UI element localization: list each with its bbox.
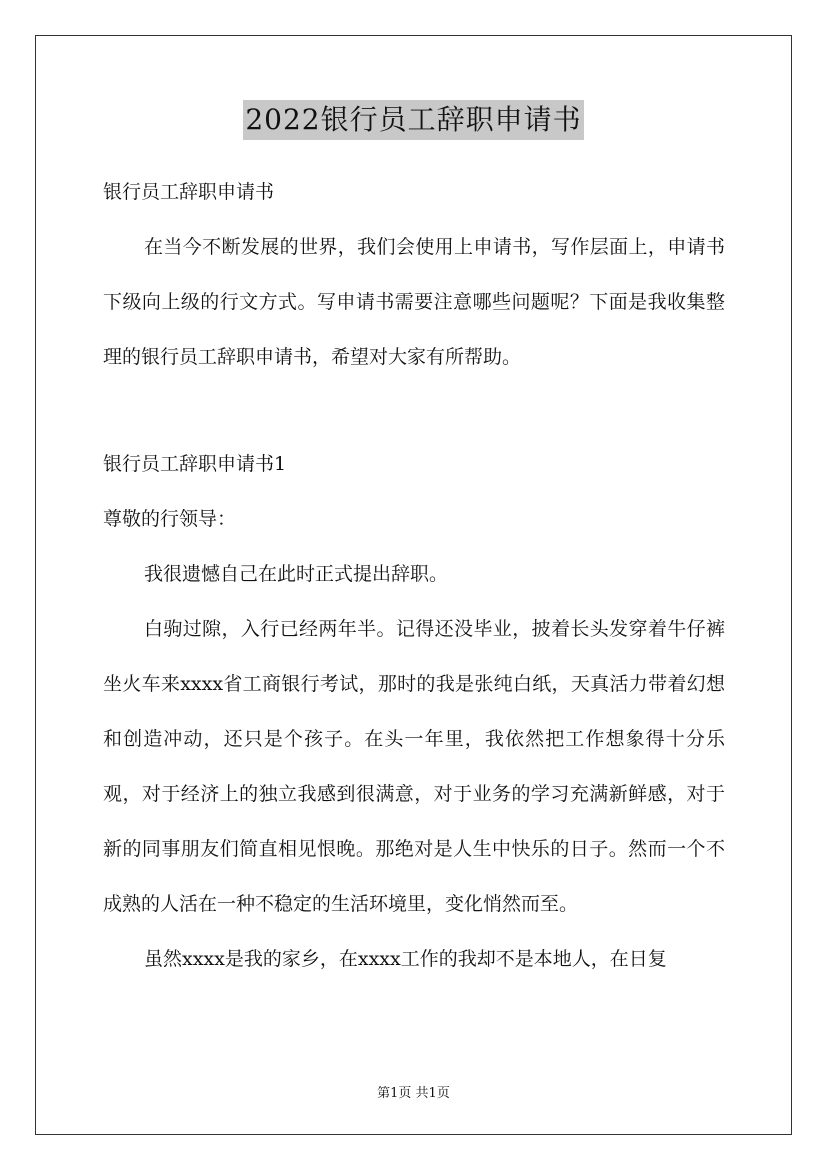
letter-block [103, 437, 725, 987]
subtitle-block [103, 165, 725, 220]
page-footer [0, 1082, 827, 1101]
intro-block [103, 220, 725, 385]
body-paragraph: 虽然xxxx是我的家乡，在xxxx工作的我却不是本地人，在日复 [144, 948, 667, 970]
salutation: 尊敬的行领导： [103, 508, 237, 530]
section-heading: 银行员工辞职申请书1 [103, 453, 287, 475]
body-paragraph: 白驹过隙，入行已经两年半。记得还没毕业，披着长头发穿着牛仔裤坐火车来xxxx省工商银行考试，那时的我是张纯白纸，天真活力带着幻想和创造冲动，还只是个孩子。在头一年里，我依然把工作想象得十分乐观，对于经济上的独立我感到很满意，对于业务的学习充满新鲜感，对于新的同事朋友们简直相见恨晚。那绝对是人生中快乐的日子。然而一个不成熟的人活在一种不稳定的生活环境里，变化悄然而至。 [103, 618, 725, 915]
title-wrapper [0, 100, 827, 140]
intro-paragraph: 在当今不断发展的世界，我们会使用上申请书，写作层面上，申请书下级向上级的行文方式。写申请书需要注意哪些问题呢？下面是我收集整理的银行员工辞职申请书，希望对大家有所帮助。 [103, 236, 725, 368]
body-paragraph: 我很遗憾自己在此时正式提出辞职。 [144, 563, 449, 585]
page-number: 第1页 共1页 [377, 1086, 450, 1101]
document-subtitle: 银行员工辞职申请书 [103, 181, 275, 203]
document-title: 2022银行员工辞职申请书 [243, 100, 583, 140]
